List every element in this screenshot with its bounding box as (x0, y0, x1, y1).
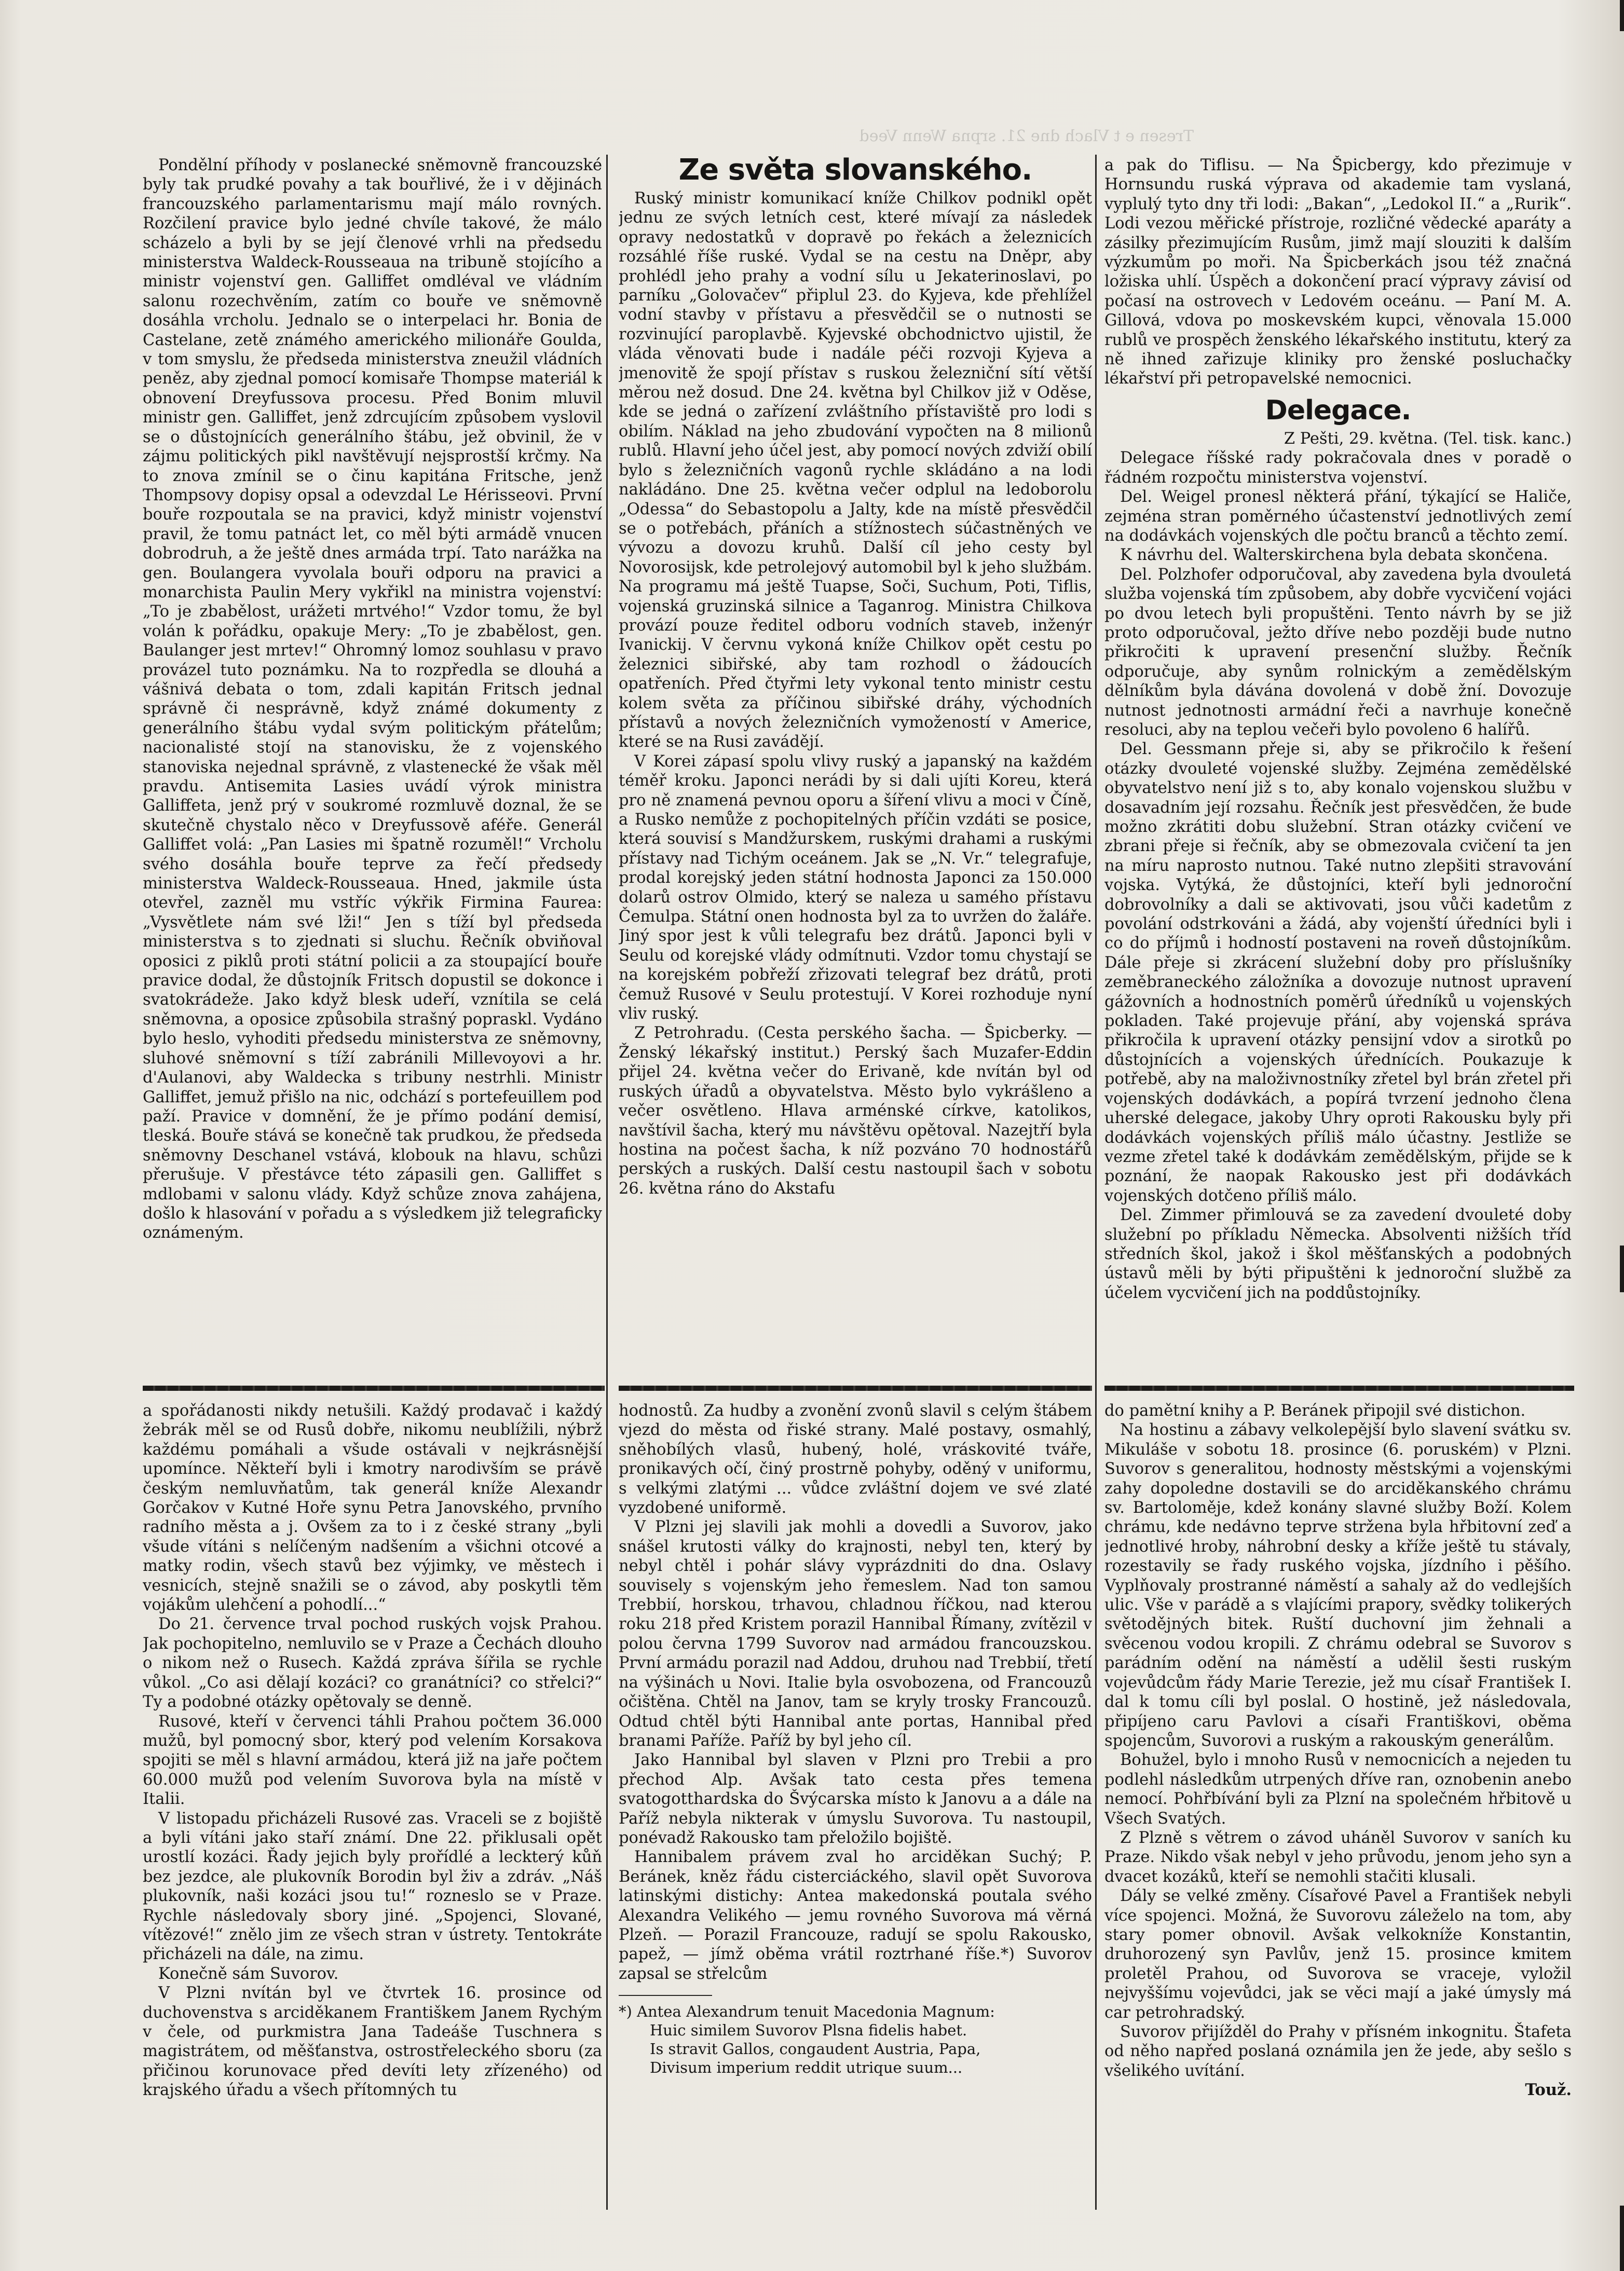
article-paragraph: a pak do Tiflisu. — Na Špicbergy, kdo přezimuje v Hornsundu ruská výprava od akademie tam vyslaná, vyplulý tyto dny tři lodi: „Bakan“, „Ledokol II.“ a „Rurik“. Lodi vezou měřické přístroje, rozličné vědecké aparáty a zásilky přezimujícím Rusům, jimž mají slouziti k dalším výzkumům po moři. Na Špicberkách jsou též značná ložiska uhlí. Úspěch a dokončení prací výpravy závisí od počasí na ostrovech v Ledovém oceánu. — Paní M. A. Gillová, vdova po moskevském kupci, věnovala 15.000 rublů ve prospěch ženského lékařského institutu, který za ně ihned zařizuje kliniky pro ženské posluchačky lékařství při petropavelské nemocnici. (1104, 156, 1572, 388)
article-paragraph: Pondělní příhody v poslanecké sněmovně francouzské byly tak prudké povahy a tak bouřlivé, že i v dějinách francouzského parlamentarismu mají málo rovných. Rozčilení pravice bylo jedné chvíle takové, že málo scházelo a byli by se její členové vrhli na předsedu ministerstva Waldeck-Rousseaua na tribuně stojícího a ministr vojenství gen. Galliffet omdléval ve vládním salonu rozechvěním, zatím co bouře ve sněmovně dosáhla vrcholu. Jednalo se o interpelaci hr. Bonia de Castelane, zetě známého amerického milionáře Goulda, v tom smyslu, že předseda ministerstva zneužil vládních peněz, aby zjednal pomocí komisaře Thompse materiál k obnovení Dreyfussova procesu. Před Bonim mluvil ministr gen. Galliffet, jenž zdrcujícím způsobem vyslovil se o důstojnících generálního štábu, jež obvinil, že v zájmu politických pikl navštěvují nejsprostší krčmy. Na to znova zmínil se o činu kapitána Fritsche, jenž Thompsovy dopisy opsal a odevzdal Le Hérisseovi. První bouře rozpoutala se na pravici, když ministr vojenství pravil, že tomu patnáct let, co měl býti armádě vnucen dobrodruh, a že ještě dnes armáda trpí. Tato narážka na gen. Boulangera vyvolala bouři odporu na pravici a monarchista Paulin Mery vykřikl na ministra vojenství: „To je zbabělost, urážeti mrtvého!“ Vzdor tomu, že byl volán k pořádku, opakuje Mery: „To je zbabělost, gen. Baulanger jest mrtev!“ Ohromný lomoz souhlasu v pravo provázel tuto poznámku. Na to rozpředla se dlouhá a vášnivá debata o tom, zdali kapitán Fritsch jednal správně či nesprávně, když známé dokumenty z generálního štábu vydal svým politickým přátelům; nacionalisté stojí na stanovisku, že z vojenského stanoviska nejednal správně, z vlastenecké že však měl pravdu. Antisemita Lasies uvádí výrok ministra Galliffeta, jenž prý v soukromé rozmluvě doznal, že se skutečně chystalo něco v Dreyfussově aféře. Generál Galliffet volá: „Pan Lasies mi špatně rozuměl!“ Vrcholu svého dosáhla bouře teprve za řečí předsedy ministerstva Waldeck-Rousseaua. Hned, jakmile ústa otevřel, zazněl mu vstříc výkřik Firmina Faurea: „Vysvětlete nám své lži!“ Jen s tíží byl předseda ministerstva s to zjednati si sluchu. Řečník obviňoval oposici z piklů proti státní policii a za stoupající bouře pravice dodal, že důstojník Fritsch dopustil se dokonce i svatokrádeže. Jako když blesk udeří, vznítila se celá sněmovna, a oposice způsobila strašný popraskl. Vydáno bylo heslo, vyhoditi předsedu ministerstva ze sněmovny, sluhové sněmovní s tíží zabránili Millevoyovi a hr. d'Aulanovi, aby Waldecka s tribuny nestrhli. Ministr Galliffet, jemuž přišlo na nic, odchází s portefeuillem pod paží. Pravice v domnění, že je přímo podání demisí, tleská. Bouře stává se konečně tak prudkou, že předseda sněmovny Deschanel vstává, klobouk na hlavu, schůzi přerušuje. V přestávce této zápasili gen. Galliffet s mdlobami v salonu vlády. Když schůze znova zahájena, došlo k hlasování v pořadu a s výsledkem již telegraficky oznámeným. (143, 156, 602, 1242)
column3-top (1104, 156, 1572, 1381)
article-paragraph: V Plzni nvítán byl ve čtvrtek 16. prosince od duchovenstva s arciděkanem Františkem Janem Rychým v čele, od purkmistra Jana Tadeáše Tuschnera s magistrátem, od měšťanstva, ostrostřeleckého sboru (za přičinou korunovace před devíti lety zřízeného) od krajského úřadu a všech přítomných tu (143, 1984, 602, 2100)
scan-edge-mark (1620, 2206, 1624, 2271)
article-paragraph: Del. Zimmer přimlouvá se za zavedení dvouleté doby služební po příkladu Německa. Absolventi nižších tříd středních škol, jakož i škol měšťanských a podobných ústavů měli by býti připuštěni k jednoroční službě za účelem vycvičení jich na poddůstojníky. (1104, 1206, 1572, 1302)
article-paragraph: Del. Gessmann přeje si, aby se přikročilo k řešení otázky dvouleté vojenské služby. Zejména zemědělské obyvatelstvo není již s to, aby konalo vojenskou službu v dosavadním její rozsahu. Řečník jest přesvědčen, že bude možno zkrátiti dobu služební. Stran otázky cvičení ve zbrani přeje si řečník, aby se obmezovala cvičení ta jen na míru naprosto nutnou. Také nutno zlepšiti stravování vojska. Vytýká, že důstojníci, kteří byli jednoroční dobrovolníky a dali se aktivovati, jsou vůči kadetům z povolání odstrkováni a žádá, aby vojenští úředníci byli i co do příjmů i hodností postaveni na roveň důstojníkům. Dále přeje si zkrácení služební doby pro příslušníky zeměbraneckého záložníka a dovozuje nutnost upravení gážovních a hodnostních poměrů úředníků u vojenských pokladen. Také projevuje přání, aby vojenská správa přikročila k upravení otázky pensijní vdov a sirotků po důstojnících a vojenských úřednících. Poukazuje k potřebě, aby na maloživnostníky zřetel byl brán zřetel při vojenských dodávkách, a popírá tvrzení jednoho člena uherské delegace, jakoby Uhry oproti Rakousku byly při dodávkách vojenských příliš málo účastny. Jestliže se vezme zřetel také k dodávkám zemědělským, přijde se k poznání, že naopak Rakousko jest při dodávkách vojenských dotčeno příliš málo. (1104, 740, 1572, 1205)
footnote-line: Huic similem Suvorov Plsna fidelis habet. (650, 2021, 967, 2040)
article-paragraph: Ruský ministr komunikací kníže Chilkov podnikl opět jednu ze svých letních cest, které mívají za následek opravy nedostatků v dopravě po řekách a železnicích rozsáhlé říše ruské. Vydal se na cestu na Dněpr, aby prohlédl jeho prahy a vodní sílu u Jekaterinoslavi, po parníku „Golovačev“ připlul 23. do Kyjeva, kde přehlížel vodní stavby v přístavu a přesvědčil se o nutnosti se rozvinující paroplavbě. Kyjevské obchodnictvo ujistil, že vláda věnovati bude i nadále péči rozvoji Kyjeva a jmenovitě že spojí přístav s ruskou železniční sítí větší měrou než dosud. Dne 24. května byl Chilkov již v Oděse, kde se jedná o zařízení zvláštního přístaviště pro lodi s obilím. Náklad na jeho zbudování vypočten na 8 milionů rublů. Hlavní jeho účel jest, aby pomocí nových zdviží obilí bylo s železničních vagonů rychle skládáno a na lodi nakládáno. Dne 25. května večer odplul na ledoborolu „Odessa“ do Sebastopolu a Jalty, kde na místě přesvědčil se o potřebách, přáních a stížnostech súčastněných ve vývozu a dovozu kruhů. Další cíl jeho cesty byl Novorosijsk, kde petrolejový automobil byl k jeho službám. Na programu má ještě Tuapse, Soči, Suchum, Poti, Tiflis, vojenská gruzinská silnice a Taganrog. Ministra Chilkova provází pouze ředitel odboru vodních staveb, inženýr Ivanickij. V červnu vykoná kníže Chilkov opět cestu po železnici sibiřské, aby tam rozhodl o žádoucích opatřeních. Před čtyřmi lety vykonal tento ministr cestu kolem světa za příčinou sibiřské dráhy, východních přístavů a nových železničních vymožeností v Americe, které se na Rusi zavádějí. (619, 189, 1092, 751)
article-paragraph: V listopadu přicházeli Rusové zas. Vraceli se z bojiště a byli vítáni jako staří známí. Dne 22. přiklusali opět urostlí kozáci. Řady jejich byly prořídlé a leckterý kůň bez jezdce, ale plukovník Borodin byl živ a zdráv. „Náš plukovník, naši kozáci jsou tu!“ rozneslo se v Praze. Rychle následovaly sbory jiné. „Spojenci, Slované, vítězové!“ znělo jim ze všech stran v ústrety. Tentokráte přicházeli na dále, na zimu. (143, 1809, 602, 1964)
column1-bottom (143, 1401, 602, 2211)
section-divider-col3 (1104, 1386, 1574, 1391)
footnote (619, 2002, 1092, 2077)
footnote-line: *) Antea Alexandrum tenuit Macedonia Magnum: (619, 2003, 995, 2021)
column2-bottom (619, 1401, 1092, 2211)
section-headline: Ze světa slovanského. (678, 154, 1032, 187)
article-paragraph: V Plzni jej slavili jak mohli a dovedli a Suvorov, jako snášel krutosti války do krajnosti, nebyl ten, který by nebyl chtěl i pohár slávy vyprázdniti do dna. Oslavy souvisely s vojenským jeho řemeslem. Nad ton samou Trebbií, horskou, trhavou, chladnou říčkou, nad kterou roku 218 před Kristem porazil Hannibal Římany, zvítězil v polou června 1799 Suvorov nad armádou francouzskou. První armádu porazil nad Addou, druhou nad Trebbií, třetí na výšinách u Novi. Italie byla osvobozena, od Francouzů očištěna. Chtěl na Janov, tam se kryly trosky Francouzů. Odtud chtěl býti Hannibal ante portas, Hannibal před branami Paříže. Paříž by byl jeho cíl. (619, 1518, 1092, 1750)
article-paragraph: Z Plzně s větrem o závod uháněl Suvorov v saních ku Praze. Nikdo však nebyl v jeho průvodu, jenom jeho syn a dvacet kozáků, kteří se nemohli stačiti klusali. (1104, 1828, 1572, 1886)
bleed-through-text: Tresen e t Vlach dne 21. srpna Wenn Veed (859, 127, 1194, 145)
article-paragraph: a spořádanosti nikdy netušili. Každý prodavač i každý žebrák měl se od Rusů dobře, nikomu neublížili, nýbrž každému pomáhali a všude ostávali v nejkrásnější upomínce. Někteří byli i kmotry narodivším se právě českým nemluvňatům, tak generál kníže Alexandr Gorčakov v Kutné Hoře synu Petra Janovského, prvního radního města a j. Ovšem za to i z české strany „byli všude vítáni s nelíčeným nadšením a všichni otcové a matky rodin, všech stavů bez výjimky, ve městech i vesnicích, stejně snažili se o závod, aby poskytli těm vojákům ulehčení a pohodlí...“ (143, 1402, 602, 1615)
scan-edge-mark (1620, 0, 1624, 31)
footnote-rule (619, 1995, 712, 1996)
column1-top (143, 156, 602, 1380)
footnote-line: Is stravit Gallos, congaudent Austria, Papa, (650, 2040, 981, 2058)
article-paragraph: Del. Weigel pronesl některá přání, týkající se Haliče, zejména stran poměrného účastenství jednotlivých zemí na dodávkách vojenských dle počtu branců a těchto zemí. (1104, 488, 1572, 545)
dateline: Z Pešti, 29. května. (Tel. tisk. kanc.) (1284, 429, 1572, 448)
article-paragraph: Z Petrohradu. (Cesta perského šacha. — Špicberky. — Ženský lékařský institut.) Perský šach Muzafer-Eddin přijel 24. května večer do Erivaně, kde nvítán byl od ruských úřadů a obyvatelstva. Město bylo vykrášleno a večer osvětleno. Hlava arménské církve, katolikos, navštívil šacha, který mu návštěvu opětoval. Nazejtří byla hostina na počest šacha, k níž pozváno 70 hodnostářů perských a ruských. Další cestu nastoupil šach v sobotu 26. května ráno do Akstafu (619, 1024, 1092, 1198)
article-paragraph: do pamětní knihy a P. Beránek připojil své distichon. (1104, 1402, 1526, 1420)
article-paragraph: V Korei zápasí spolu vlivy ruský a japanský na každém téměř kroku. Japonci nerádi by si dali ujíti Koreu, která pro ně znamená pevnou oporu a šíření vlivu a moci v Číně, a Rusko nemůže z pochopitelných příčin vzdáti se posice, která souvisí s Mandžurskem, ruskými drahami a ruskými přístavy nad Tichým oceánem. Jak se „N. Vr.“ telegrafuje, prodal korejský jeden státní hodnosta Japonci za 150.000 dolarů ostrov Olmido, který se naleza u samého přístavu Čemulpa. Státní onen hodnosta byl za to uvržen do žaláře. Jiný spor jest k vůli telegrafu bez drátů. Japonci byli v Seulu od korejské vlády odmítnuti. Vzdor tomu chystají se na korejském pobřeží zřizovati telegraf bez drátů, proti čemuž Rusové v Seulu protestují. V Korei rozhoduje nyní vliv ruský. (619, 752, 1092, 1023)
article-paragraph: Na hostinu a zábavy velkolepější bylo slavení svátku sv. Mikuláše v sobotu 18. prosince (6. poruském) v Plzni. Suvorov s generalitou, hodnosty městskými a vojenskými zahy dopoledne dostavili se do arciděkanského chrámu sv. Bartoloměje, kdež konány slavné služby Boží. Kolem chrámu, kde nedávno teprve stržena byla hřbitovní zeď a jednotlivé hroby, náhrobní desky a kříže ještě tu stávaly, rozestavily se řady ruského vojska, jízdního i pěšího. Vyplňovaly prostranné náměstí a sahaly až do vedlejších ulic. Vše v parádě a s vlajícími prapory, svědky tolikerých světodějných bitek. Ruští duchovní jim žehnali a svěcenou vodou kropili. Z chrámu odebral se Suvorov s parádním odění na náměstí a udělil šesti ruským vojevůdcům řády Marie Terezie, jež mu císař František I. dal k tomu cíli byl poslal. O hostině, jež následovala, připíjeno caru Pavlovi a císaři Františkovi, oběma spojencům, Suvorovi a ruským a rakouským generálům. (1104, 1421, 1572, 1750)
scan-edge-mark (1620, 1246, 1624, 1292)
column-rule-left (606, 155, 608, 2210)
article-paragraph: Bohužel, bylo i mnoho Rusů v nemocnicích a nejeden tu podlehl následkům utrpených dříve ran, oznobenin anebo nemocí. Pohřbívání byli za Plzní na společném hřbitově u Všech Svatých. (1104, 1751, 1572, 1828)
section-headline: Delegace. (1265, 394, 1411, 426)
article-paragraph: Do 21. července trval pochod ruských vojsk Prahou. Jak pochopitelno, nemluvilo se v Praze a Čechách dlouho o nikom než o Rusech. Každá zpráva šířila se rychle vůkol. „Co asi dělají kozáci? co granátníci? co střelci?“ Ty a podobné otázky opětovaly se denně. (143, 1615, 602, 1712)
article-paragraph: Dály se velké změny. Císařové Pavel a František nebyli více spojenci. Možná, že Suvorovu záleželo na tom, aby stary pomer obnovil. Avšak velkokníže Konstantin, druhorozený syn Pavlův, jenž 15. prosince kmitem proletěl Prahou, od Suvorova se vraceje, vyložil nejvyššímu vojevůdci, jak se věci mají a jaké úmysly má car petrohradský. (1104, 1887, 1572, 2022)
author-signature: Touž. (1525, 2081, 1572, 2100)
column2-top (619, 154, 1092, 1381)
column-rule-right (1095, 155, 1097, 2210)
article-paragraph: hodnostů. Za hudby a zvonění zvonů slavil s celým štábem vjezd do města od řiské strany. Malé postavy, osmahlý, sněhobílých vlasů, hubený, holé, vráskovité tváře, pronikavých očí, činý prostrně pohyby, oděný v uniformu, s velkými zlatými ... vůdce zvláštní dojem ve své zlaté vyzdobené uniformě. (619, 1402, 1092, 1517)
article-paragraph: Delegace říšské rady pokračovala dnes v poradě o řádném rozpočtu ministerstva vojenství. (1104, 449, 1572, 487)
article-paragraph: Suvorov přijížděl do Prahy v přísném inkognitu. Štafeta od něho napřed poslaná oznámila jen že jede, aby sešlo s všelikého uvítání. (1104, 2023, 1572, 2080)
article-paragraph: Rusové, kteří v červenci táhli Prahou počtem 36.000 mužů, byl pomocný sbor, který pod velením Korsakova spojiti se měl s hlavní armádou, která již na jaře počtem 60.000 mužů pod velením Suvorova byla na místě v Italii. (143, 1712, 602, 1809)
article-paragraph: Jako Hannibal byl slaven v Plzni pro Trebii a pro přechod Alp. Avšak tato cesta přes temena svatogotthardska do Švýcarska místo k Janovu a a dále na Paříž nebyla nikterak v úmyslu Suvorova. Tu nastoupil, ponévadž Rakousko tam přeložilo bojiště. (619, 1751, 1092, 1847)
column3-bottom (1104, 1401, 1572, 2211)
section-divider-col1 (143, 1386, 605, 1391)
section-divider-col2 (619, 1386, 1092, 1391)
footnote-line: Divisum imperium reddit utrique suum... (650, 2059, 963, 2077)
article-paragraph: Konečně sám Suvorov. (158, 1964, 339, 1983)
article-paragraph: K návrhu del. Walterskirchena byla debata skončena. (1120, 546, 1548, 565)
article-paragraph: Hannibalem právem zval ho arciděkan Suchý; P. Beránek, kněz řádu cisterciáckého, slavil opět Suvorova latinskými distichy: Antea makedonská poutala svého Alexandra Velikého — jemu rovného Suvorova má věrná Plzeň. — Porazil Francouze, radují se spolu Rakousko, papež, — jímž oběma vrátil roztrhané říše.*) Suvorov zapsal se střelcům (619, 1848, 1092, 1983)
article-paragraph: Del. Polzhofer odporučoval, aby zavedena byla dvouletá služba vojenská tím způsobem, aby dobře vycvičení vojáci po dvou letech byli propuštěni. Tento návrh by se již proto odporučoval, ježto dříve nebo později bude nutno přikročiti k upravení presenční služby. Řečník odporučuje, aby synům rolnickým a zemědělským dělníkům byla dávána dovolená v době žní. Dovozuje nutnost jednotnosti armádní řeči a navrhuje konečně resoluci, aby na teplou večeři bylo povoleno 6 halířů. (1104, 565, 1572, 739)
